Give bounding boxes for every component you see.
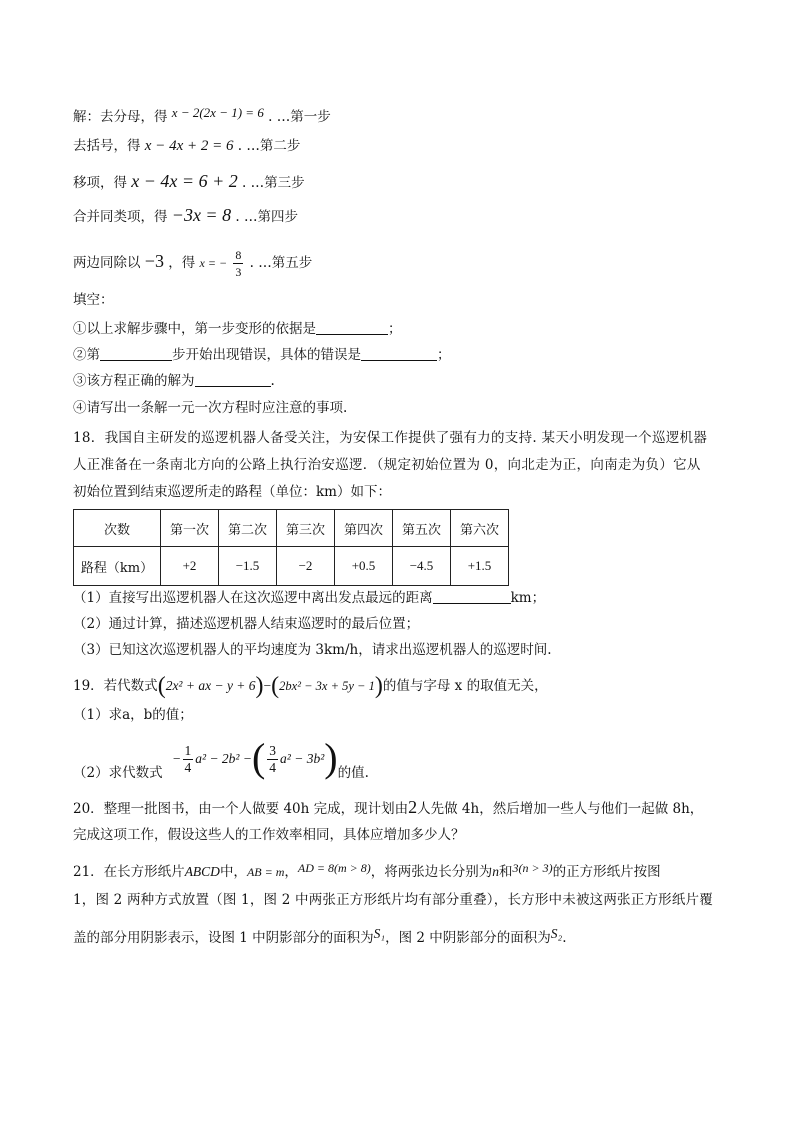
table-header-cell: 第六次 — [451, 510, 509, 547]
fraction-one-quarter — [183, 743, 194, 776]
close-paren: ) — [374, 673, 383, 699]
p21-text-h: ，图 2 中阴影部分的面积为 — [385, 930, 551, 946]
answer-blank[interactable] — [433, 589, 511, 604]
p20-text-a: 20．整理一批图书，由一个人做要 40h 完成，现计划由 — [73, 801, 409, 817]
fill-q2-end: ； — [437, 347, 451, 363]
expr-inner: a² − 3b² — [280, 751, 325, 766]
p20-number: 2 — [408, 797, 418, 817]
step-5-divisor: −3 — [144, 251, 164, 271]
step-4-equation: −3x = 8 — [171, 205, 232, 225]
fraction-denominator: 4 — [184, 760, 192, 775]
expr-middle: a² − 2b² − — [195, 751, 252, 766]
p21-s2: S₂ — [550, 926, 563, 941]
answer-blank[interactable] — [195, 372, 271, 387]
distance-table — [73, 509, 509, 586]
p19-minus: − — [263, 678, 272, 693]
p19-suffix: 的值与字母 x 的取值无关， — [382, 678, 548, 694]
fill-q4: ④请写出一条解一元一次方程时应注意的事项. — [73, 400, 348, 416]
table-header-cell: 第五次 — [393, 510, 451, 547]
table-header-cell: 第三次 — [277, 510, 335, 547]
table-cell: +2 — [161, 547, 219, 586]
p21-text-a: 21．在长方形纸片 — [73, 864, 185, 880]
p18-q1 — [73, 588, 545, 608]
step-5-mid: ，得 — [168, 255, 196, 271]
p19-q2-end: 的值. — [337, 765, 369, 781]
answer-blank[interactable] — [100, 346, 172, 361]
open-paren: ( — [251, 735, 266, 780]
table-cell: +0.5 — [335, 547, 393, 586]
p20-text-b: 人先做 4h，然后增加一些人与他们一起做 8h， — [417, 801, 704, 817]
p19-q1: （1）求a，b的值； — [73, 707, 193, 723]
step-5-lhs: x = − — [199, 256, 228, 270]
table-header-cell: 第四次 — [335, 510, 393, 547]
step-3-prefix: 移项，得 — [73, 175, 127, 191]
fill-q3 — [73, 371, 275, 391]
step-1-equation: x − 2(2x − 1) = 6 — [171, 105, 264, 120]
step-4-prefix: 合并同类项，得 — [73, 209, 168, 225]
table-cell: −2 — [277, 547, 335, 586]
close-paren: ) — [324, 735, 338, 780]
step-3 — [73, 171, 305, 193]
p21-three: 3(n > 3) — [512, 861, 553, 875]
step-1 — [73, 103, 331, 127]
table-cell: −1.5 — [219, 547, 277, 586]
table-cell: −4.5 — [393, 547, 451, 586]
p20-line-2: 完成这项工作，假设这些人的工作效率相同，具体应增加多少人？ — [73, 827, 465, 843]
step-5-fraction — [233, 247, 243, 280]
fraction-numerator: 3 — [269, 743, 277, 758]
step-1-prefix: 解：去分母，得 — [73, 109, 168, 125]
step-3-suffix: . …第三步 — [242, 175, 305, 191]
step-5-suffix: . …第五步 — [249, 255, 313, 271]
p21-text-g: 盖的部分用阴影表示，设图 1 中阴影部分的面积为 — [73, 930, 374, 946]
fraction-denominator: 3 — [235, 265, 242, 279]
p21-ab: AB = m — [246, 865, 285, 879]
step-4 — [73, 205, 298, 227]
fill-q1-text: ①以上求解步骤中，第一步变形的依据是 — [73, 321, 316, 337]
p18-line-3: 初始位置到结束巡逻所走的路程（单位：km）如下： — [73, 484, 391, 500]
step-1-suffix: . …第一步 — [268, 109, 331, 125]
table-cell: +1.5 — [451, 547, 509, 586]
p20-line-1 — [73, 797, 703, 819]
p18-q1-text: （1）直接写出巡逻机器人在这次巡逻中离出发点最远的距离 — [73, 590, 433, 606]
p19-prefix: 19．若代数式 — [73, 678, 158, 694]
fraction-numerator: 8 — [235, 248, 242, 262]
p21-ad: AD = 8(m > 8) — [297, 861, 371, 875]
table-cell: 路程（km） — [74, 547, 161, 586]
step-2-prefix: 去括号，得 — [73, 138, 141, 154]
step-2-equation: x − 4x + 2 = 6 — [144, 138, 234, 154]
p19-line-1 — [73, 672, 548, 700]
p18-line-1: 18．我国自主研发的巡逻机器人备受关注，为安保工作提供了强有力的支持. 某天小明发现一个巡逻机器 — [73, 430, 708, 446]
fraction-three-quarters — [267, 743, 278, 776]
step-5 — [73, 238, 312, 284]
table-header-row — [74, 510, 509, 547]
fraction-denominator: 4 — [269, 760, 277, 775]
p18-line-2: 人正准备在一条南北方向的公路上执行治安巡逻．（规定初始位置为 0，向北走为正，向南走为负）它从 — [73, 457, 701, 473]
step-5-prefix: 两边同除以 — [73, 255, 141, 271]
p21-text-f: 的正方形纸片按图 — [552, 864, 661, 880]
step-2-suffix: . …第二步 — [237, 138, 301, 154]
answer-blank[interactable] — [316, 320, 388, 335]
p21-text-i: . — [562, 930, 567, 946]
step-2 — [73, 136, 300, 156]
fill-q3-end: . — [270, 373, 275, 389]
fill-heading: 填空： — [73, 292, 114, 308]
p21-line-3 — [73, 924, 567, 948]
p21-rect-name: ABCD — [184, 864, 220, 879]
fill-q2-text-b: 步开始出现错误，具体的错误是 — [172, 347, 361, 363]
table-header-cell: 次数 — [74, 510, 161, 547]
fill-q3-text: ③该方程正确的解为 — [73, 373, 195, 389]
p19-q2 — [73, 733, 369, 783]
p19-expression-2: 2bx² − 3x + 5y − 1 — [279, 679, 375, 693]
open-paren: ( — [271, 673, 280, 699]
p21-n: n — [492, 864, 499, 879]
step-4-suffix: . …第四步 — [235, 209, 298, 225]
p21-s1: S₁ — [373, 926, 386, 941]
p18-q1-unit: km； — [510, 590, 546, 606]
fill-q1 — [73, 319, 402, 339]
p21-line-2: 1，图 2 两种方式放置（图 1，图 2 中两张正方形纸片均有部分重叠），长方形中未被这两张正方形纸片覆 — [73, 892, 713, 908]
step-3-equation: x − 4x = 6 + 2 — [131, 171, 238, 191]
p21-text-d: ，将两张边长分别为 — [370, 864, 493, 880]
table-row — [74, 547, 509, 586]
table-header-cell: 第一次 — [161, 510, 219, 547]
fraction-numerator: 1 — [184, 743, 192, 758]
table-header-cell: 第二次 — [219, 510, 277, 547]
fill-q1-end: ； — [388, 321, 402, 337]
p19-q2-text: （2）求代数式 — [73, 765, 163, 781]
p21-text-b: 中， — [219, 864, 247, 880]
open-paren: ( — [157, 673, 166, 699]
p19-expression-1: 2x² + ax − y + 6 — [165, 678, 256, 693]
p18-q2: （2）通过计算，描述巡逻机器人结束巡逻时的最后位置； — [73, 616, 420, 632]
p21-text-c: ， — [284, 864, 298, 880]
fill-q2-text-a: ②第 — [73, 347, 100, 363]
p21-text-e: 和 — [498, 864, 513, 880]
fill-q2 — [73, 345, 451, 365]
p18-q3: （3）已知这次巡逻机器人的平均速度为 3km/h，请求出巡逻机器人的巡逻时间. — [73, 642, 552, 658]
p21-line-1 — [73, 858, 661, 882]
expr-minus: − — [172, 751, 181, 766]
close-paren: ) — [255, 673, 264, 699]
answer-blank[interactable] — [361, 346, 437, 361]
